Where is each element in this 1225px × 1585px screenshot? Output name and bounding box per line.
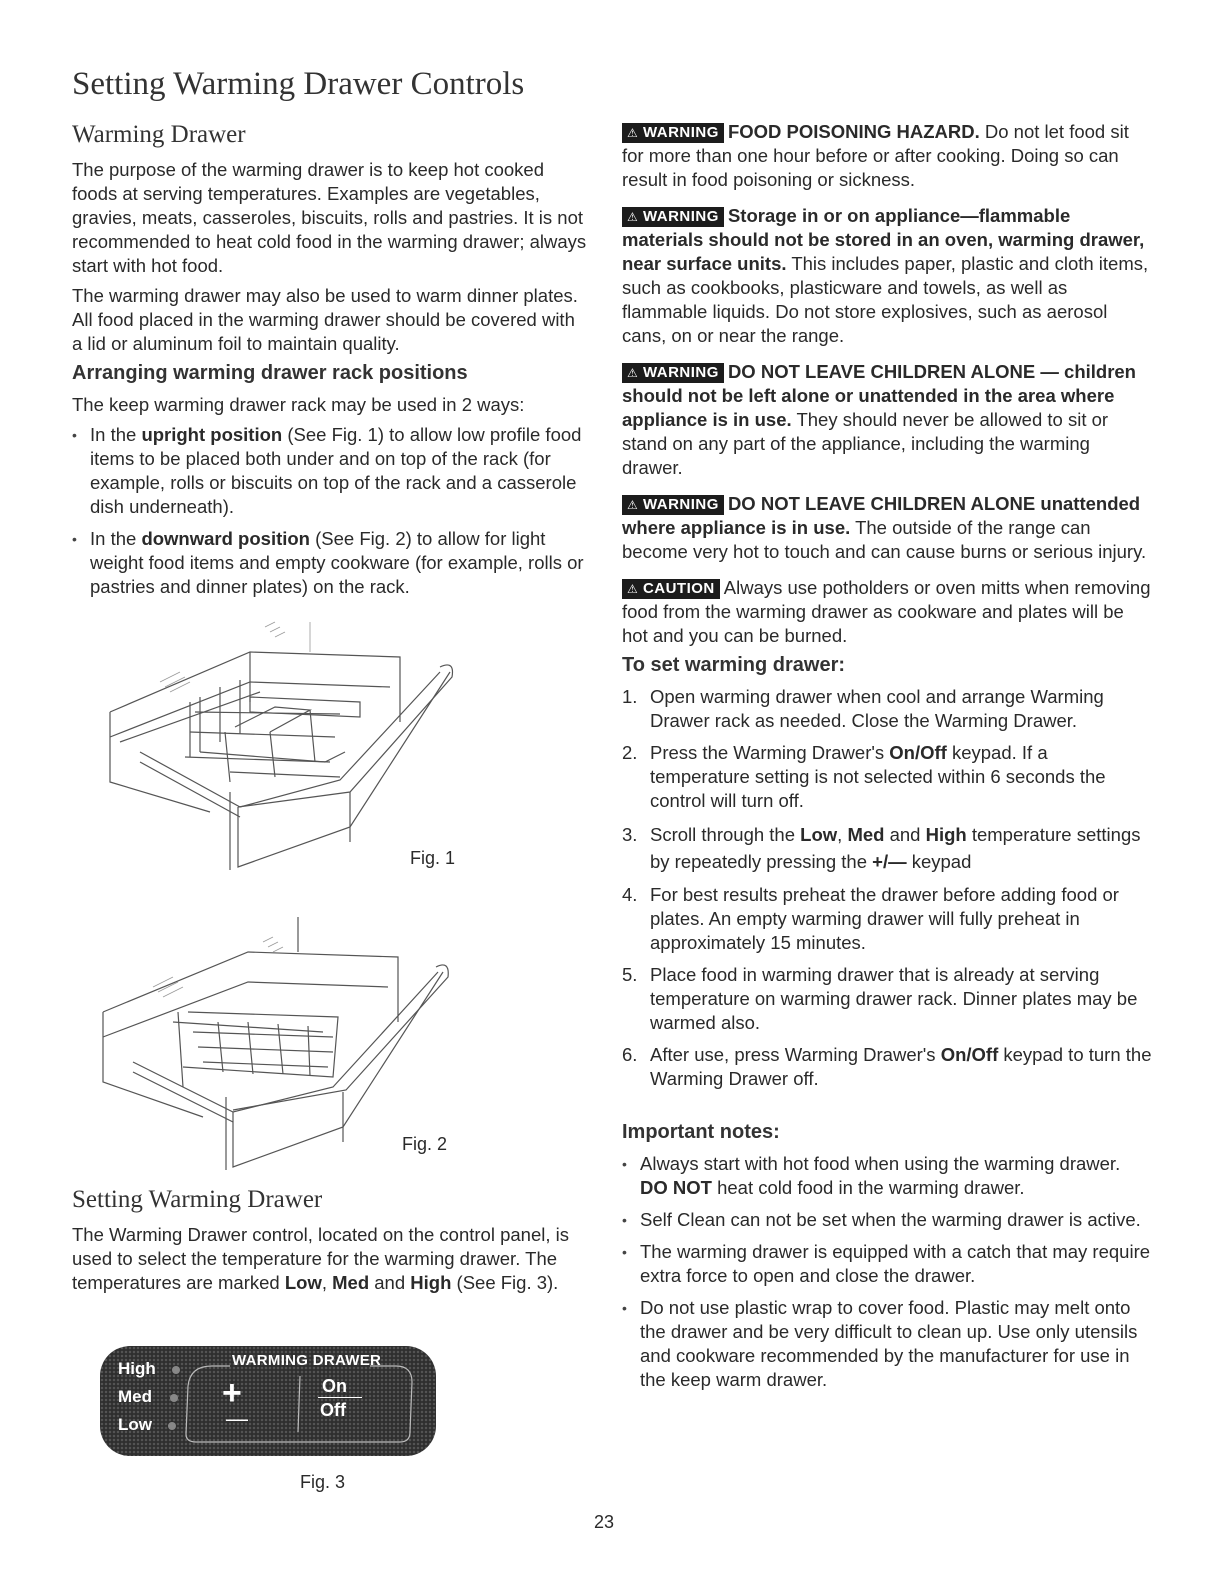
step-4: 4. For best results preheat the drawer before adding food or plates. An empty warming drawer will fully preheat in approximately 15 minutes. [622, 884, 1119, 953]
note-1: • Always start with hot food when using the warming drawer. DO NOT heat cold food in the warming drawer. [622, 1152, 1152, 1200]
step-3: 3. Scroll through the Low, Med and High temperature settings by repeatedly pressing the +/— keypad [622, 824, 1141, 872]
step-6: 6. After use, press Warming Drawer's On/Off keypad to turn the Warming Drawer off. [622, 1044, 1152, 1089]
warning-triangle-icon: ⚠ [627, 366, 639, 380]
note-3: • The warming drawer is equipped with a catch that may require extra force to open and close the drawer. [622, 1240, 1152, 1288]
setting-section [72, 1185, 590, 1301]
figure-1-drawer-upright [100, 612, 460, 870]
level-low-label: Low [118, 1415, 152, 1434]
to-set-steps [622, 685, 1152, 1091]
rack-positions-heading: Arranging warming drawer rack positions [72, 362, 468, 384]
plus-key[interactable]: + [222, 1374, 242, 1412]
step-1: 1. Open warming drawer when cool and arrange Warming Drawer rack as needed. Close the Warming Drawer. [622, 686, 1104, 731]
level-med-label: Med [118, 1387, 152, 1406]
on-key[interactable]: On [322, 1376, 347, 1396]
page-number: 23 [594, 1512, 615, 1532]
page-title: Setting Warming Drawer Controls [72, 66, 525, 102]
rack-bullets [72, 423, 590, 599]
off-key[interactable]: Off [320, 1400, 346, 1420]
caution-triangle-icon: ⚠ [627, 582, 639, 596]
figure-1-caption: Fig. 1 [410, 848, 456, 868]
important-notes-heading: Important notes: [622, 1121, 780, 1143]
figure-2-drawer-downward [98, 912, 458, 1170]
warming-drawer-para1: The purpose of the warming drawer is to keep hot cooked foods at serving temperatures. Examples are vegetables, gravies, meats, casseroles, biscuits, rolls and pastries. It is not recommended to heat cold food in the warming drawer; always start with hot food. [72, 159, 587, 276]
warning-triangle-icon: ⚠ [627, 498, 639, 512]
caution-potholders: ⚠ CAUTION Always use potholders or oven mitts when removing food from the warming drawer as cookware and plates will be hot and you can be burned. [622, 577, 1151, 646]
to-set-heading: To set warming drawer: [622, 654, 846, 676]
warning-badge: ⚠ WARNING [622, 495, 724, 515]
warning-triangle-icon: ⚠ [627, 210, 639, 224]
warning-badge: ⚠ WARNING [622, 207, 724, 227]
left-column [72, 120, 590, 607]
step-5: 5. Place food in warming drawer that is already at serving temperature on warming drawer rack. Dinner plates may be warmed also. [622, 964, 1138, 1033]
minus-key[interactable]: — [226, 1406, 248, 1431]
warming-drawer-para2: The warming drawer may also be used to warm dinner plates. All food placed in the warming drawer should be covered with a lid or aluminum foil to maintain quality. [72, 285, 578, 354]
level-high-label: High [118, 1359, 156, 1378]
warning-badge: ⚠ WARNING [622, 123, 724, 143]
warning-food-poisoning: ⚠ WARNING FOOD POISONING HAZARD. Do not let food sit for more than one hour before or after cooking. Doing so can result in food poisoning or sickness. [622, 121, 1129, 190]
figure-2-caption: Fig. 2 [402, 1134, 448, 1154]
right-column [622, 120, 1152, 1400]
warning-children-alone: ⚠ WARNING DO NOT LEAVE CHILDREN ALONE — children should not be left alone or unattended in the area where appliance is in use. They should never be allowed to sit or stand on any part of the appliance, including the warming drawer. [622, 361, 1136, 478]
important-notes-list [622, 1152, 1152, 1392]
rack-bullet-upright: • In the upright position (See Fig. 1) to allow low profile food items to be placed both under and on top of the rack (for example, rolls or biscuits on top of the rack and a casserole dish underneath). [72, 423, 590, 519]
warning-triangle-icon: ⚠ [627, 126, 639, 140]
rack-bullet-downward: • In the downward position (See Fig. 2) to allow for light weight food items and empty cookware (for example, rolls or pastries and dinner plates) on the rack. [72, 527, 590, 599]
note-2: • Self Clean can not be set when the warming drawer is active. [622, 1208, 1152, 1232]
warming-drawer-control-panel [100, 1346, 436, 1456]
on-off-divider [318, 1397, 362, 1398]
warning-flammable-storage: ⚠ WARNING Storage in or on appliance—flammable materials should not be stored in an oven, warming drawer, near surface units. This includes paper, plastic and cloth items, such as cookbooks, plasticware and towels, as well as flammable liquids. Do not store explosives, such as aerosol cans, on or near the range. [622, 205, 1149, 346]
warming-drawer-panel-title: WARMING DRAWER [232, 1352, 382, 1369]
warning-badge: ⚠ WARNING [622, 363, 724, 383]
warming-drawer-heading: Warming Drawer [72, 121, 246, 148]
setting-paragraph: The Warming Drawer control, located on the control panel, is used to select the temperature for the warming drawer. The temperatures are marked Low, Med and High (See Fig. 3). [72, 1224, 569, 1293]
rack-intro: The keep warming drawer rack may be used in 2 ways: [72, 394, 525, 415]
warning-children-unattended: ⚠ WARNING DO NOT LEAVE CHILDREN ALONE unattended where appliance is in use. The outside of the range can become very hot to touch and can cause burns or serious injury. [622, 493, 1147, 562]
step-2: 2. Press the Warming Drawer's On/Off keypad. If a temperature setting is not selected within 6 seconds the control will turn off. [622, 742, 1106, 811]
figure-3-caption: Fig. 3 [300, 1472, 346, 1492]
note-4: • Do not use plastic wrap to cover food. Plastic may melt onto the drawer and be very difficult to clean up. Use only utensils and cookware recommended by the manufacturer for use in the keep warm drawer. [622, 1296, 1152, 1392]
setting-warming-drawer-heading: Setting Warming Drawer [72, 1186, 323, 1213]
caution-badge: ⚠ CAUTION [622, 579, 720, 599]
